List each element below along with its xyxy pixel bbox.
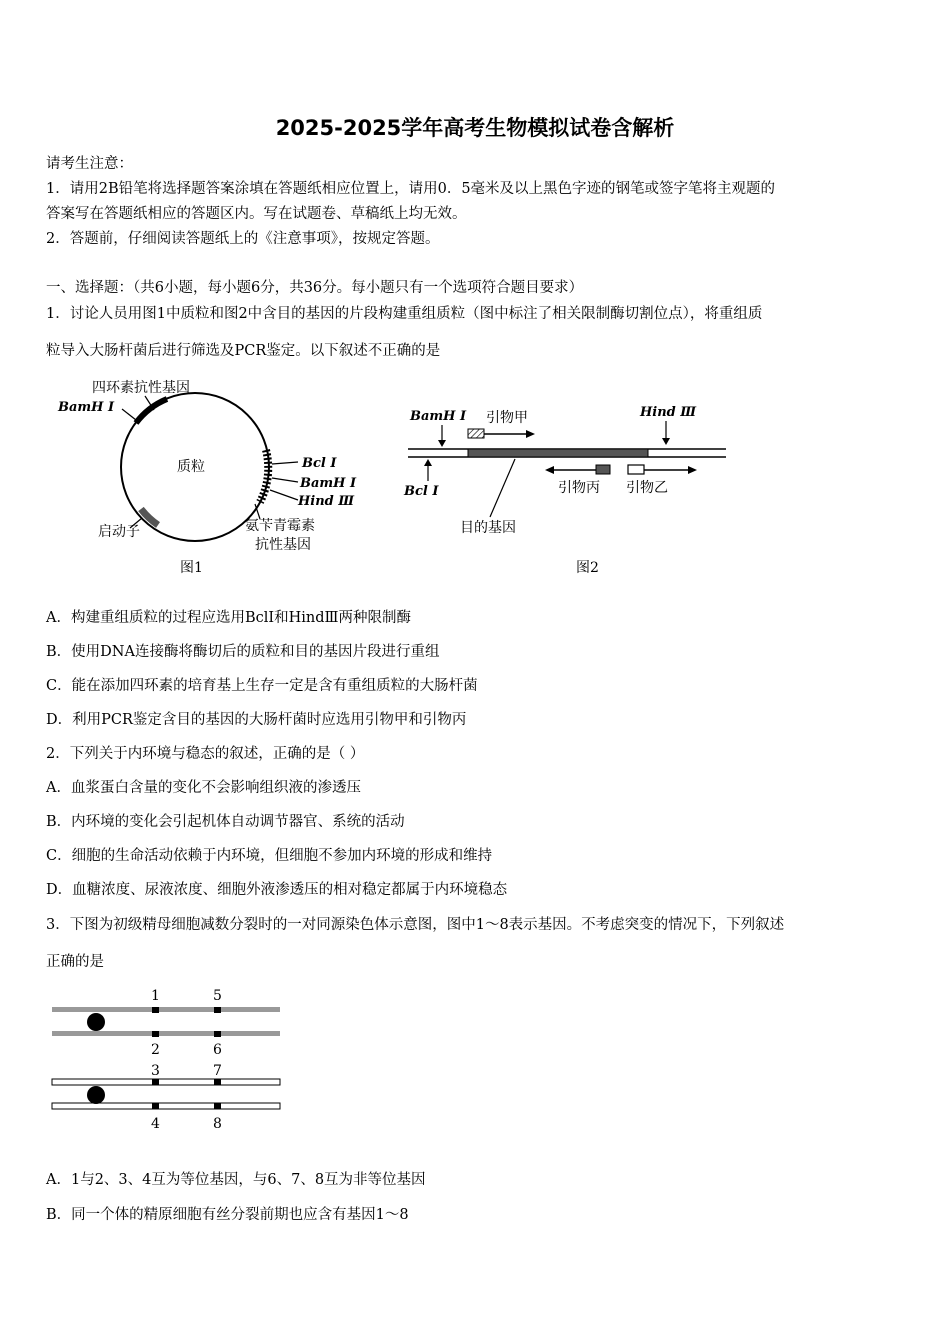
gene-label-4: 4 <box>151 1116 160 1132</box>
q1-option-c: C．能在添加四环素的培育基上生存一定是含有重组质粒的大肠杆菌 <box>46 678 478 694</box>
gene-marker-1 <box>152 1007 159 1013</box>
primer-a-arrowhead <box>526 430 535 438</box>
q3-stem-line-1: 3．下图为初级精母细胞减数分裂时的一对同源染色体示意图，图中1～8表示基因。不考虑突变的情况下，下列叙述 <box>46 917 785 933</box>
q1-option-b: B．使用DNA连接酶将酶切后的质粒和目的基因片段进行重组 <box>46 644 440 660</box>
tet-gene-label: 四环素抗性基因 <box>92 380 190 396</box>
tet-gene-segment <box>136 399 167 423</box>
gene-label-3: 3 <box>151 1063 160 1079</box>
gene-marker-8 <box>214 1103 221 1109</box>
bamhi-pointer <box>272 478 298 482</box>
gene-marker-7 <box>214 1079 221 1085</box>
gene-marker-4 <box>152 1103 159 1109</box>
bamhi-top-label: BamH Ⅰ <box>58 400 115 415</box>
fig2-bamhi-label: BamH Ⅰ <box>410 409 467 424</box>
gene-label-7: 7 <box>213 1063 222 1079</box>
chromatid-1 <box>52 1007 280 1012</box>
fig2-bcli-label: Bcl Ⅰ <box>404 484 439 499</box>
amp-gene-label-line-2: 抗性基因 <box>255 537 311 553</box>
q1-option-d: D．利用PCR鉴定含目的基因的大肠杆菌时应选用引物甲和引物丙 <box>46 712 467 728</box>
promoter-label: 启动子 <box>98 524 140 540</box>
bcli-arrowhead <box>424 459 432 466</box>
gene-marker-5 <box>214 1007 221 1013</box>
notice-item-2: 2．答题前，仔细阅读答题纸上的《注意事项》，按规定答题。 <box>46 231 440 247</box>
figure-3-chromosomes <box>46 982 296 1134</box>
gene-label-5: 5 <box>213 988 222 1004</box>
bamhi-label: BamH Ⅰ <box>300 476 357 491</box>
amp-gene-label-line-1: 氨苄青霉素 <box>245 518 315 534</box>
primer-c-box <box>596 465 610 474</box>
q2-option-d: D．血糖浓度、尿液浓度、细胞外液渗透压的相对稳定都属于内环境稳态 <box>46 882 508 898</box>
bcli-label: Bcl Ⅰ <box>302 456 337 471</box>
chromatid-3 <box>52 1079 280 1085</box>
target-gene-bar <box>468 449 648 457</box>
q3-stem-line-2: 正确的是 <box>46 954 104 970</box>
q2-option-c: C．细胞的生命活动依赖于内环境，但细胞不参加内环境的形成和维持 <box>46 848 493 864</box>
primer-b-label: 引物乙 <box>626 480 668 496</box>
primer-a-label: 引物甲 <box>486 410 528 426</box>
centromere-1 <box>87 1013 105 1031</box>
gene-label-2: 2 <box>151 1042 160 1058</box>
q2-option-a: A．血浆蛋白含量的变化不会影响组织液的渗透压 <box>46 780 361 796</box>
notice-item-1-line-2: 答案写在答题纸相应的答题区内。写在试题卷、草稿纸上均无效。 <box>46 206 467 222</box>
notice-item-1-line-1: 1．请用2B铅笔将选择题答案涂填在答题纸相应位置上，请用0．5毫米及以上黑色字迹的钢笔或签字笔将主观题的 <box>46 181 776 197</box>
hindiii-label: Hind Ⅲ <box>298 494 355 509</box>
figure-1-plasmid <box>50 372 380 582</box>
primer-b-box <box>628 465 644 474</box>
plasmid-label: 质粒 <box>177 459 205 475</box>
notice-heading: 请考生注意： <box>46 156 133 172</box>
gene-label-8: 8 <box>213 1116 222 1132</box>
chromatid-2 <box>52 1031 280 1036</box>
bamhi-arrowhead <box>438 440 446 447</box>
gene-marker-2 <box>152 1031 159 1037</box>
gene-marker-3 <box>152 1079 159 1085</box>
figure-2-fragment <box>400 395 740 582</box>
q1-stem-line-1: 1．讨论人员用图1中质粒和图2中含目的基因的片段构建重组质粒（图中标注了相关限制酶切割位点），将重组质 <box>46 306 763 322</box>
primer-a-box <box>468 429 484 438</box>
promoter-segment <box>141 509 158 525</box>
primer-c-arrowhead <box>545 466 554 474</box>
gene-label-1: 1 <box>151 988 160 1004</box>
centromere-2 <box>87 1086 105 1104</box>
figure-1-caption: 图1 <box>180 560 203 576</box>
q2-option-b: B．内环境的变化会引起机体自动调节器官、系统的活动 <box>46 814 405 830</box>
bcli-pointer <box>272 462 298 464</box>
bamhi-top-pointer <box>122 409 136 420</box>
target-gene-pointer <box>490 459 515 517</box>
gene-marker-6 <box>214 1031 221 1037</box>
q3-option-b: B．同一个体的精原细胞有丝分裂前期也应含有基因1～8 <box>46 1207 409 1223</box>
q1-stem-line-2: 粒导入大肠杆菌后进行筛选及PCR鉴定。以下叙述不正确的是 <box>46 343 441 359</box>
amp-gene-segment <box>260 450 268 502</box>
hindiii-pointer <box>270 490 298 500</box>
target-gene-label: 目的基因 <box>460 520 516 536</box>
primer-b-arrowhead <box>688 466 697 474</box>
page-title: 2025-2025学年高考生物模拟试卷含解析 <box>275 116 675 140</box>
chromatid-4 <box>52 1103 280 1109</box>
gene-label-6: 6 <box>213 1042 222 1058</box>
hindiii-arrowhead <box>662 438 670 445</box>
figure-2-caption: 图2 <box>576 560 599 576</box>
primer-c-label: 引物丙 <box>558 480 600 496</box>
section-heading: 一、选择题：（共6小题，每小题6分，共36分。每小题只有一个选项符合题目要求） <box>46 280 584 296</box>
q1-option-a: A．构建重组质粒的过程应选用BclⅠ和HindⅢ两种限制酶 <box>46 610 411 626</box>
q3-option-a: A．1与2、3、4互为等位基因，与6、7、8互为非等位基因 <box>46 1172 426 1188</box>
fig2-hindiii-label: Hind Ⅲ <box>640 405 697 420</box>
q2-stem: 2．下列关于内环境与稳态的叙述，正确的是（ ） <box>46 746 365 762</box>
